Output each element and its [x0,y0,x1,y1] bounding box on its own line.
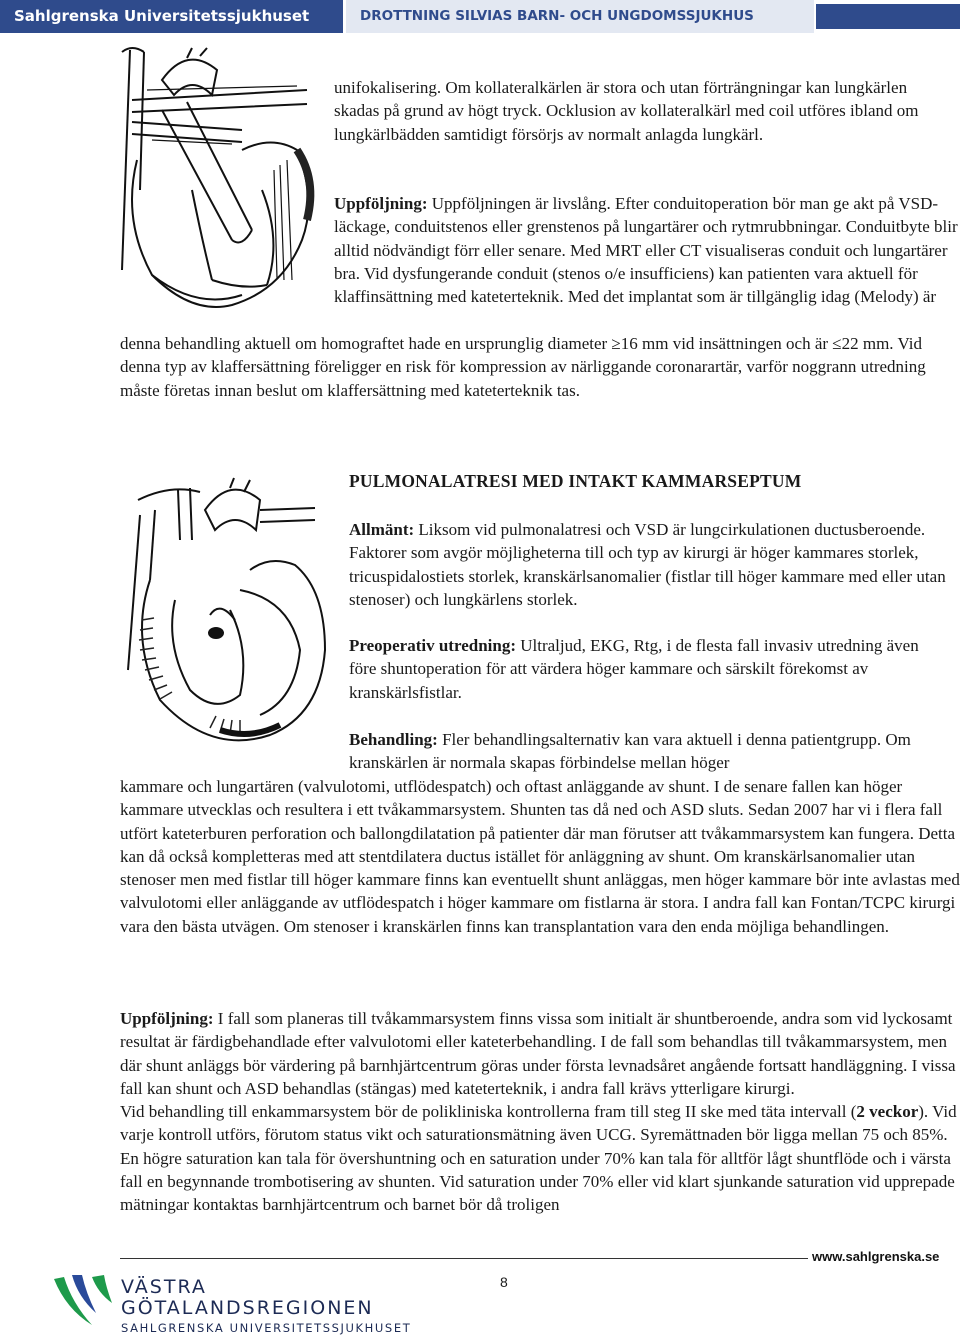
sec2-followup [120,1007,960,1217]
header-accent-block [816,4,960,29]
page-number: 8 [500,1274,508,1290]
sec1-followup-wide: denna behandling aktuell om homograftet hade en ursprunglig diameter ≥16 mm vid insättningen och är ≤22 mm. Vid denna typ av klaffersättning föreligger en risk för kompression av närliggande coronarartär, varför noggrann utredning måste företas innan beslut om klaffersättning med kateterteknik tas. [120,334,926,400]
logo-line-hospital: SAHLGRENSKA UNIVERSITETSSJUKHUSET [121,1321,412,1335]
vgr-logo-icon [52,1273,116,1331]
footer-url[interactable]: www.sahlgrenska.se [812,1249,940,1264]
logo-line-region: GÖTALANDSREGIONEN [121,1297,374,1319]
sec1-followup-narrow [334,192,960,308]
page-header [0,0,960,33]
footer-rule [120,1258,808,1259]
followup-label: Uppföljning: [334,194,428,213]
header-department-name: DROTTNING SILVIAS BARN- OCH UNGDOMSSJUKHUS [346,0,814,33]
logo-line-vastra: VÄSTRA [121,1276,207,1298]
header-hospital-name: Sahlgrenska Universitetssjukhuset [0,0,343,33]
heart-pulmonary-atresia-diagram [120,470,330,760]
followup-text: Uppföljningen är livslång. Efter conduitoperation bör man ge akt på VSD-läckage, conduitstenos eller grenstenos på lungartärer och rytmrubbningar. Conduitbyte blir alltid nödvändigt förr eller senare. Med MRT eller CT visualiseras conduit och lungartärer bra. Vid dysfungerande conduit (stenos o/e insufficiens) kan patienten vara aktuell för klaffinsättning med kateterteknik. Med det implantat som är tillgänglig idag (Melody) är [334,194,958,307]
general-text: Liksom vid pulmonalatresi och VSD är lungcirkulationen ductusberoende. Faktorer som avgör möjligheterna till och typ av kirurgi är höger kammares storlek, tricuspidalostiets storlek, kranskärlsanomalier (fistlar till höger kammare med eller utan stenoser) och lungkärlens storlek. [349,520,946,609]
sec1-paragraph-intro: unifokalisering. Om kollateralkärlen är stora och utan förträngningar kan lungkärlen skadas på grund av högt tryck. Ocklusion av kollateralkärl med coil utföres ibland om lungkärlbädden samtidigt försörjs av normalt anlagda lungkärl. [334,78,919,144]
heart-conduit-diagram [92,40,324,320]
section-title: PULMONALATRESI MED INTAKT KAMMARSEPTUM [349,471,802,491]
interval-bold: 2 veckor [856,1102,919,1122]
preoperative-label: Preoperativ utredning: [349,636,516,655]
general-label: Allmänt: [349,520,415,539]
sec2-treatment-wide: kammare och lungartären (valvulotomi, utflödespatch) och oftast anläggande av shunt. I de senare fallen kan höger kammare utvecklas och resultera i ett tvåkammarsystem. Shunten tas då ned och ASD sluts. Sedan 2007 har vi i flera fall utfört kateterburen perforation och ballongdilatation på patienter där man förutser att tvåkammarsystem kan fungera. Detta kan då också kompletteras med att stentdilatera ductus istället för anläggning av shunt. Om kranskärlsanomalier utan stenoser men med fistlar till höger kammare finns kan eventuellt shunt anläggas, men höger kammare bör inte avlastas med valvulotomi eller anläggande av utflödespatch i höger kammare om fistlarna är stora. I andra fall kan Fontan/TCPC kirurgi vara den bästa utvägen. Om stenoser i kranskärlen finns kan transplantation vara den enda möjliga behandlingen. [120,777,960,936]
sec2-treatment-narrow [349,728,953,775]
followup2-text: I fall som planeras till tvåkammarsystem finns vissa som initialt är shuntberoende, andra som vid lyckosamt resultat är färdigbehandlade efter valvulotomi eller kateterbehandling. I de fall som behandlas till tvåkammarsystem, men där shunt anläggs bör värdering på barnhjärtcentrum göras under första levnadsåret angående fortsatt handläggning. I vissa fall kan shunt och ASD behandlas (stängas) med kateterteknik, i andra fall krävs ytterligare kirurgi. [120,1009,956,1098]
sec2-preoperative [349,634,927,704]
single-ventricle-paragraph: Vid behandling till enkammarsystem bör de polikliniska kontrollerna fram till steg II ske med täta intervall (2 veckor). Vid varje kontroll utförs, förutom status vikt och saturationsmätning även UCG. Syremättnaden bör ligga mellan 75 och 85%. En högre saturation kan tala för övershuntning och en saturation under 70% kan tala för alltför lågt shuntflöde och i värsta fall en begynnande trombotisering av shunten. Vid saturation under 70% eller vid klart sjunkande saturation vid upprepade mätningar kontaktas barnhjärtcentrum och barnet bör då troligen [120,1102,957,1215]
preoperative-text: Ultraljud, EKG, Rtg, i de flesta fall invasiv utredning även före shuntoperation för att värdera höger kammare och särskilt förekomst av kranskärlsfistlar. [349,636,919,702]
treatment-label: Behandling: [349,730,438,749]
sec2-general [349,518,960,611]
followup2-label: Uppföljning: [120,1009,214,1028]
treatment-text: Fler behandlingsalternativ kan vara aktuell i denna patientgrupp. Om kranskärlen är normala skapas förbindelse mellan höger [349,730,911,773]
